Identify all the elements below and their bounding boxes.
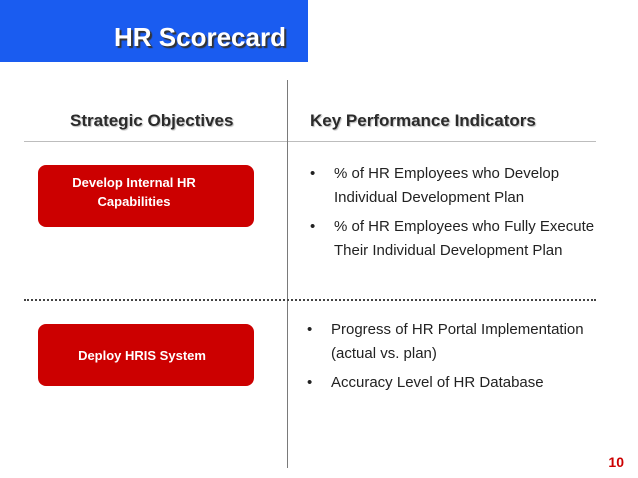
column-divider: [287, 80, 288, 468]
kpi-list-develop-hr: [306, 162, 602, 268]
kpi-item: [303, 318, 601, 366]
kpi-text: Accuracy Level of HR Database: [331, 374, 544, 391]
objective-box-develop-hr: [38, 165, 254, 227]
objective-label: Develop Internal HR Capabilities: [72, 175, 196, 209]
objective-label: Deploy HRIS System: [78, 347, 206, 363]
strategic-objectives-header: Strategic Objectives: [70, 111, 234, 130]
row-separator: [24, 299, 596, 301]
page-number: 10: [608, 454, 624, 470]
kpi-list-deploy-hris: [303, 318, 601, 400]
bullet-icon: •: [310, 218, 316, 235]
bullet-icon: •: [310, 165, 316, 182]
objective-box-deploy-hris: [38, 324, 254, 386]
bullet-icon: •: [307, 374, 313, 391]
kpi-item: [303, 371, 601, 395]
kpi-header: Key Performance Indicators: [310, 111, 536, 130]
kpi-item: [306, 162, 602, 210]
header-rule: [24, 141, 596, 142]
kpi-text: % of HR Employees who Develop Individual Development Plan: [334, 165, 560, 206]
slide-title: HR Scorecard: [114, 22, 286, 52]
bullet-icon: •: [307, 321, 313, 338]
kpi-text: Progress of HR Portal Implementation (actual vs. plan): [331, 321, 584, 362]
kpi-text: % of HR Employees who Fully Execute Their Individual Development Plan: [334, 218, 595, 259]
kpi-item: [306, 215, 602, 263]
